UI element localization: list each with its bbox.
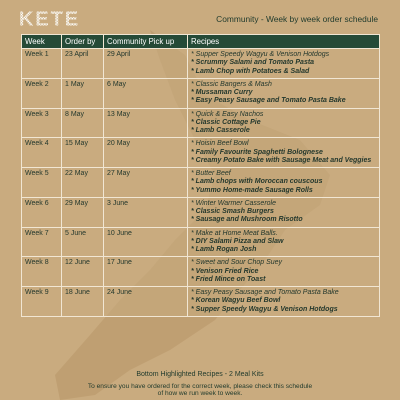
week-cell: Week 6 [22,197,62,227]
week-cell: Week 1 [22,49,62,79]
highlighted-recipe: * Sausage and Mushroom Risotto [191,216,303,224]
highlighted-recipe: * DIY Salami Pizza and Slaw [191,237,284,245]
recipe-item: * Quick & Easy Nachos [191,110,264,118]
column-header-week: Week [22,35,62,49]
order-by-cell: 1 May [62,78,104,108]
recipe-item: * Classic Bangers & Mash [191,80,272,88]
highlighted-recipe: * Creamy Potato Bake with Sausage Meat and Veggies [191,156,372,164]
recipes-cell [188,108,380,138]
highlighted-recipe: * Classic Cottage Pie [191,118,261,126]
table-row [22,138,380,168]
order-by-cell: 29 May [62,197,104,227]
recipes-cell [188,49,380,79]
pickup-cell: 6 May [104,78,188,108]
kete-logo [18,7,82,29]
highlighted-recipe: * Lamb chops with Moroccan couscous [191,178,323,186]
recipes-cell [188,78,380,108]
highlighted-recipe: * Supper Speedy Wagyu & Venison Hotdogs [191,305,338,313]
week-cell: Week 4 [22,138,62,168]
pickup-cell: 27 May [104,168,188,198]
table-body [22,49,380,317]
highlighted-recipe: * Fried Mince on Toast [191,275,266,283]
column-header-order-by: Order by [62,35,104,49]
week-cell: Week 5 [22,168,62,198]
table-header-row [22,35,380,49]
table-row [22,287,380,317]
week-cell: Week 8 [22,257,62,287]
pickup-cell: 10 June [104,227,188,257]
footer-line-1: To ensure you have ordered for the correct week, please check this schedule [87,383,313,390]
table-row [22,227,380,257]
week-cell: Week 3 [22,108,62,138]
table-row [22,49,380,79]
recipe-item: * Sweet and Sour Chop Suey [191,259,283,267]
pickup-cell: 3 June [104,197,188,227]
highlighted-recipe: * Lamb Rogan Josh [191,246,257,253]
recipe-item: * Make at Home Meat Balls. [191,229,278,237]
highlighted-recipe: * Lamb Chop with Potatoes & Salad [191,67,310,75]
order-by-cell: 23 April [62,49,104,79]
week-cell: Week 9 [22,287,62,317]
highlighted-recipe: * Classic Smash Burgers [191,208,274,215]
pickup-cell: 13 May [104,108,188,138]
pickup-cell: 20 May [104,138,188,168]
highlighted-recipe: * Yummo Home-made Sausage Rolls [191,186,313,194]
column-header-recipes: Recipes [188,35,380,49]
recipe-item: * Easy Peasy Sausage and Tomato Pasta Bake [191,289,339,296]
recipes-cell [188,138,380,168]
recipe-item: * Butter Beef [191,170,231,177]
order-schedule-table [21,34,380,317]
week-cell: Week 7 [22,227,62,257]
recipes-cell [188,287,380,317]
highlighted-recipe: * Family Favourite Spaghetti Bolognese [191,148,323,156]
table-row [22,257,380,287]
highlighted-recipe: * Scrummy Salami and Tomato Pasta [191,59,315,67]
pickup-cell: 24 June [104,287,188,317]
highlight-note: Bottom Highlighted Recipes - 2 Meal Kits [136,371,264,378]
page-subtitle: Community - Week by week order schedule [216,14,378,24]
week-cell: Week 2 [22,78,62,108]
order-by-cell: 8 May [62,108,104,138]
highlighted-recipe: * Venison Fried Rice [191,267,259,275]
recipes-cell [188,257,380,287]
order-by-cell: 15 May [62,138,104,168]
order-by-cell: 22 May [62,168,104,198]
recipes-cell [188,197,380,227]
recipes-cell [188,168,380,198]
highlighted-recipe: * Lamb Casserole [191,127,250,134]
recipe-item: * Winter Warmer Casserole [191,199,276,207]
table-row [22,197,380,227]
order-by-cell: 12 June [62,257,104,287]
pickup-cell: 17 June [104,257,188,287]
highlighted-recipe: * Easy Peasy Sausage and Tomato Pasta Bake [191,97,346,105]
table-row [22,108,380,138]
recipes-cell [188,227,380,257]
order-by-cell: 5 June [62,227,104,257]
table-row [22,78,380,108]
recipe-item: * Hoisin Beef Bowl [191,140,249,148]
column-header-pickup: Community Pick up [104,35,188,49]
highlighted-recipe: * Korean Wagyu Beef Bowl [191,297,281,305]
footer-line-2: of how we run week to week. [157,390,243,397]
logo-text: KETE [18,8,81,29]
highlighted-recipe: * Mussaman Curry [191,89,253,96]
order-by-cell: 18 June [62,287,104,317]
recipe-item: * Supper Speedy Wagyu & Venison Hotdogs [191,51,330,58]
table-row [22,168,380,198]
pickup-cell: 29 April [104,49,188,79]
